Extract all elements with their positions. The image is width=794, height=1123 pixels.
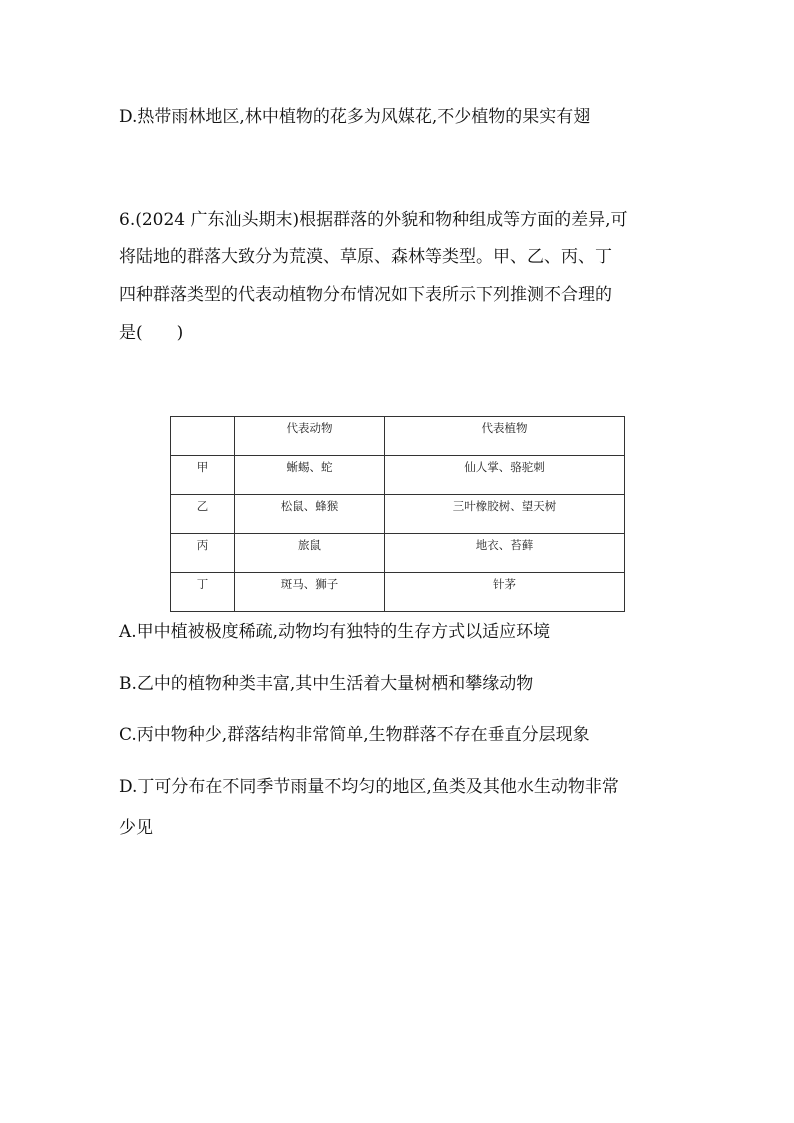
question-6-line-2: 将陆地的群落大致分为荒漠、草原、森林等类型。甲、乙、丙、丁 (119, 247, 612, 267)
row-plants: 地衣、苔藓 (385, 534, 625, 573)
row-animals: 松鼠、蜂猴 (235, 495, 385, 534)
table-header-animals: 代表动物 (235, 417, 385, 456)
row-animals: 斑马、狮子 (235, 573, 385, 612)
row-plants: 仙人掌、骆驼刺 (385, 456, 625, 495)
row-label: 丙 (171, 534, 235, 573)
row-animals: 旅鼠 (235, 534, 385, 573)
question-6-line-4: 是( ) (119, 323, 184, 343)
community-table (170, 416, 625, 612)
row-plants: 针茅 (385, 573, 625, 612)
row-label: 甲 (171, 456, 235, 495)
option-a: A.甲中植被极度稀疏,动物均有独特的生存方式以适应环境 (119, 622, 551, 642)
previous-option-d: D.热带雨林地区,林中植物的花多为风媒花,不少植物的果实有翅 (119, 107, 591, 127)
table-header-row (171, 417, 625, 456)
table-header-blank (171, 417, 235, 456)
option-d-line-1: D.丁可分布在不同季节雨量不均匀的地区,鱼类及其他水生动物非常 (119, 777, 619, 797)
table-row (171, 534, 625, 573)
option-c: C.丙中物种少,群落结构非常简单,生物群落不存在垂直分层现象 (119, 725, 590, 745)
table-header-plants: 代表植物 (385, 417, 625, 456)
table-row (171, 573, 625, 612)
row-label: 乙 (171, 495, 235, 534)
table-row (171, 456, 625, 495)
table-row (171, 495, 625, 534)
row-label: 丁 (171, 573, 235, 612)
question-6-line-3: 四种群落类型的代表动植物分布情况如下表所示下列推测不合理的 (119, 285, 612, 305)
question-6-line-1: 6.(2024 广东汕头期末)根据群落的外貌和物种组成等方面的差异,可 (119, 210, 628, 230)
option-b: B.乙中的植物种类丰富,其中生活着大量树栖和攀缘动物 (119, 674, 534, 694)
option-d-line-2: 少见 (119, 818, 153, 838)
row-animals: 蜥蜴、蛇 (235, 456, 385, 495)
row-plants: 三叶橡胶树、望天树 (385, 495, 625, 534)
